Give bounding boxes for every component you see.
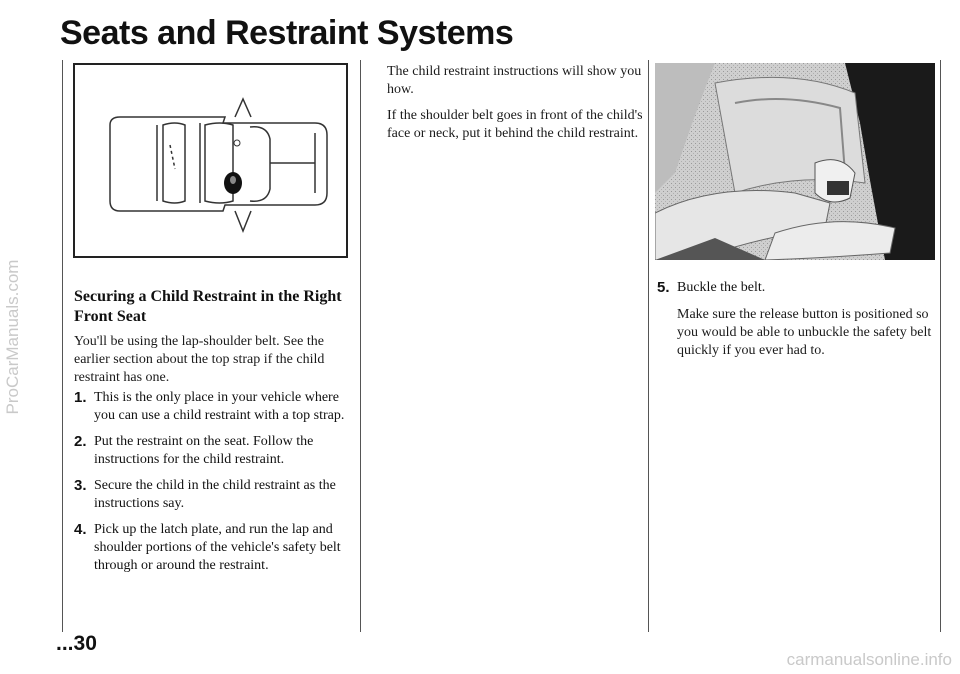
middle-column (387, 63, 647, 151)
step-five (657, 279, 947, 358)
right-middle-rule (648, 60, 649, 632)
step-text: Pick up the latch plate, and run the lap and shoulder portions of the vehicle's safety belt through or around the restraint. (94, 522, 341, 573)
intro-paragraph: You'll be using the lap-shoulder belt. See the earlier section about the top strap if the child restraint has one. (74, 334, 325, 385)
list-item (74, 433, 364, 469)
step-number: 5. (657, 279, 670, 296)
right-column-rule (940, 60, 941, 632)
step-number: 3. (74, 477, 87, 494)
buckling-belt-illustration-icon (655, 63, 935, 260)
middle-paragraph: If the shoulder belt goes in front of the child's face or neck, put it behind the child restraint. (387, 108, 643, 141)
step-text: Put the restraint on the seat. Follow the instructions for the child restraint. (94, 434, 314, 467)
list-item (74, 477, 364, 513)
step-number: 1. (74, 389, 87, 406)
list-item (74, 389, 364, 425)
page-number-prefix: ... (56, 632, 74, 655)
left-column-rule (62, 60, 63, 632)
section-heading: Securing a Child Restraint in the Right Front Seat (74, 288, 342, 325)
side-watermark (0, 0, 26, 674)
middle-paragraph: The child restraint instructions will show you how. (387, 64, 642, 97)
page-number-value: 30 (73, 632, 97, 655)
step-text: Buckle the belt. (677, 280, 766, 295)
vehicle-seat-diagram (73, 63, 348, 258)
page-number (56, 632, 97, 656)
step-number: 4. (74, 521, 87, 538)
step-list (74, 389, 364, 583)
step-five-detail: Make sure the release button is positioned so you would be able to unbuckle the safety belt quickly if you ever had to. (677, 307, 932, 358)
list-item (657, 279, 947, 297)
page-title: Seats and Restraint Systems (60, 14, 514, 52)
step-text: Secure the child in the child restraint as the instructions say. (94, 478, 336, 511)
side-watermark-text: ProCarManuals.com (3, 259, 22, 415)
buckle-photo (655, 63, 935, 260)
bottom-watermark: carmanualsonline.info (786, 650, 952, 669)
vehicle-top-view-icon (75, 65, 346, 256)
list-item (74, 521, 364, 575)
step-number: 2. (74, 433, 87, 450)
step-text: This is the only place in your vehicle where you can use a child restraint with a top strap. (94, 390, 345, 423)
